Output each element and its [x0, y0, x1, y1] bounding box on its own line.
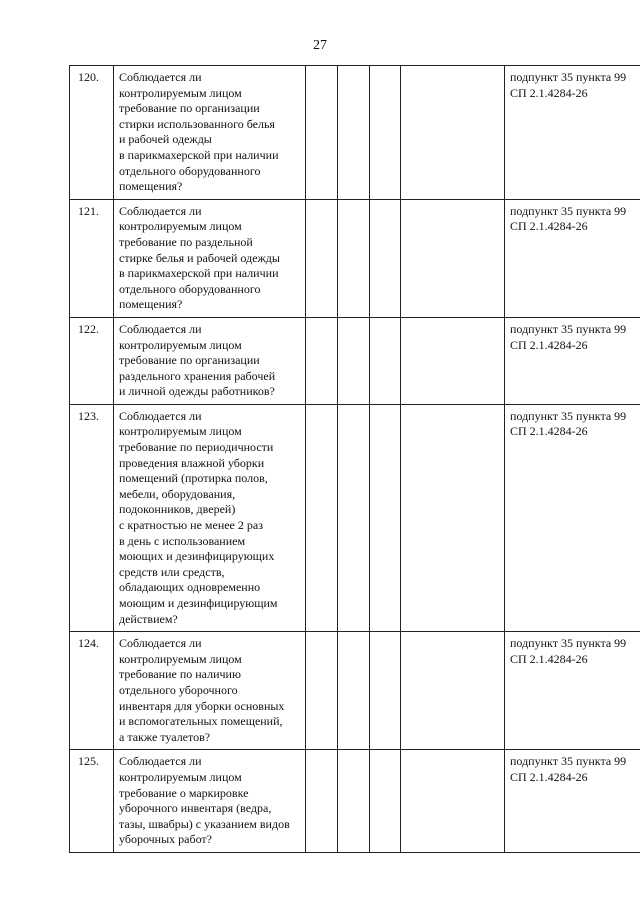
question-cell: [114, 632, 306, 750]
question-cell: [114, 66, 306, 200]
question-line: контролируемым лицом: [119, 424, 242, 439]
question-line: обладающих одновременно: [119, 580, 261, 595]
reference-cell: [505, 199, 640, 317]
note-cell: [401, 404, 505, 631]
question-line: отдельного оборудованного: [119, 163, 261, 178]
question-line: подоконников, дверей): [119, 502, 236, 517]
note-cell: [401, 632, 505, 750]
question-line: уборочных работ?: [119, 832, 212, 847]
not-applicable-cell: [370, 66, 401, 200]
answer-no-cell: [338, 66, 370, 200]
question-line: требование по наличию: [119, 667, 241, 682]
reference-line: подпункт 35 пункта 99: [510, 321, 627, 336]
question-line: моющих и дезинфицирующих: [119, 549, 275, 564]
answer-no-cell: [338, 317, 370, 404]
question-cell: [114, 750, 306, 853]
question-line: стирки использованного белья: [119, 116, 275, 131]
question-line: требование по периодичности: [119, 440, 274, 455]
checklist-body: [70, 66, 640, 853]
question-line: стирке белья и рабочей одежды: [119, 250, 280, 265]
not-applicable-cell: [370, 750, 401, 853]
reference-cell: [505, 66, 640, 200]
question-line: Соблюдается ли: [119, 408, 202, 423]
question-line: и вспомогательных помещений,: [119, 714, 283, 729]
answer-yes-cell: [306, 199, 338, 317]
question-line: требование о маркировке: [119, 785, 249, 800]
item-number: 125.: [70, 750, 114, 853]
answer-no-cell: [338, 404, 370, 631]
reference-line: подпункт 35 пункта 99: [510, 636, 627, 651]
question-line: тазы, швабры) с указанием видов: [119, 816, 290, 831]
table-row: [70, 750, 640, 853]
question-line: контролируемым лицом: [119, 769, 242, 784]
not-applicable-cell: [370, 632, 401, 750]
question-line: а также туалетов?: [119, 729, 211, 744]
question-line: помещения?: [119, 297, 183, 312]
question-line: уборочного инвентаря (ведра,: [119, 801, 272, 816]
question-line: отдельного оборудованного: [119, 281, 261, 296]
reference-line: СП 2.1.4284-26: [510, 651, 588, 666]
question-line: Соблюдается ли: [119, 754, 202, 769]
reference-line: подпункт 35 пункта 99: [510, 408, 627, 423]
not-applicable-cell: [370, 404, 401, 631]
item-number: 120.: [70, 66, 114, 200]
answer-no-cell: [338, 632, 370, 750]
checklist-table: [69, 65, 640, 853]
table-row: [70, 66, 640, 200]
answer-yes-cell: [306, 404, 338, 631]
question-line: требование по раздельной: [119, 234, 253, 249]
answer-no-cell: [338, 750, 370, 853]
question-line: мебели, оборудования,: [119, 486, 236, 501]
question-line: в день с использованием: [119, 533, 246, 548]
question-line: контролируемым лицом: [119, 337, 242, 352]
question-line: в парикмахерской при наличии: [119, 266, 279, 281]
question-line: Соблюдается ли: [119, 321, 202, 336]
not-applicable-cell: [370, 317, 401, 404]
reference-cell: [505, 404, 640, 631]
question-line: и личной одежды работников?: [119, 384, 275, 399]
item-number: 121.: [70, 199, 114, 317]
reference-line: подпункт 35 пункта 99: [510, 754, 627, 769]
answer-yes-cell: [306, 750, 338, 853]
reference-line: подпункт 35 пункта 99: [510, 70, 627, 84]
note-cell: [401, 199, 505, 317]
item-number: 124.: [70, 632, 114, 750]
table-row: [70, 632, 640, 750]
question-line: требование по организации: [119, 353, 260, 368]
question-line: в парикмахерской при наличии: [119, 147, 279, 162]
answer-no-cell: [338, 199, 370, 317]
table-row: [70, 317, 640, 404]
reference-line: СП 2.1.4284-26: [510, 85, 588, 100]
item-number: 123.: [70, 404, 114, 631]
question-cell: [114, 404, 306, 631]
question-line: контролируемым лицом: [119, 651, 242, 666]
answer-yes-cell: [306, 66, 338, 200]
note-cell: [401, 66, 505, 200]
question-line: Соблюдается ли: [119, 636, 202, 651]
question-line: и рабочей одежды: [119, 132, 212, 147]
question-line: требование по организации: [119, 101, 260, 116]
question-line: раздельного хранения рабочей: [119, 368, 276, 383]
reference-line: подпункт 35 пункта 99: [510, 203, 627, 218]
question-line: Соблюдается ли: [119, 203, 202, 218]
question-line: помещения?: [119, 179, 183, 194]
question-line: инвентаря для уборки основных: [119, 698, 285, 713]
question-cell: [114, 199, 306, 317]
note-cell: [401, 750, 505, 853]
question-line: Соблюдается ли: [119, 70, 202, 84]
table-row: [70, 199, 640, 317]
reference-cell: [505, 750, 640, 853]
note-cell: [401, 317, 505, 404]
page-number: 27: [313, 38, 327, 53]
reference-cell: [505, 317, 640, 404]
item-number: 122.: [70, 317, 114, 404]
question-line: помещений (протирка полов,: [119, 471, 268, 486]
question-line: моющим и дезинфицирующим: [119, 596, 278, 610]
not-applicable-cell: [370, 199, 401, 317]
answer-yes-cell: [306, 317, 338, 404]
question-line: средств или средств,: [119, 564, 225, 579]
question-line: действием?: [119, 611, 178, 626]
reference-cell: [505, 632, 640, 750]
question-line: контролируемым лицом: [119, 85, 242, 100]
question-line: контролируемым лицом: [119, 219, 242, 234]
question-line: с кратностью не менее 2 раз: [119, 518, 263, 533]
question-cell: [114, 317, 306, 404]
question-line: проведения влажной уборки: [119, 455, 265, 470]
table-row: [70, 404, 640, 631]
question-line: отдельного уборочного: [119, 682, 238, 697]
reference-line: СП 2.1.4284-26: [510, 337, 588, 352]
answer-yes-cell: [306, 632, 338, 750]
reference-line: СП 2.1.4284-26: [510, 424, 588, 439]
reference-line: СП 2.1.4284-26: [510, 769, 588, 784]
reference-line: СП 2.1.4284-26: [510, 219, 588, 234]
